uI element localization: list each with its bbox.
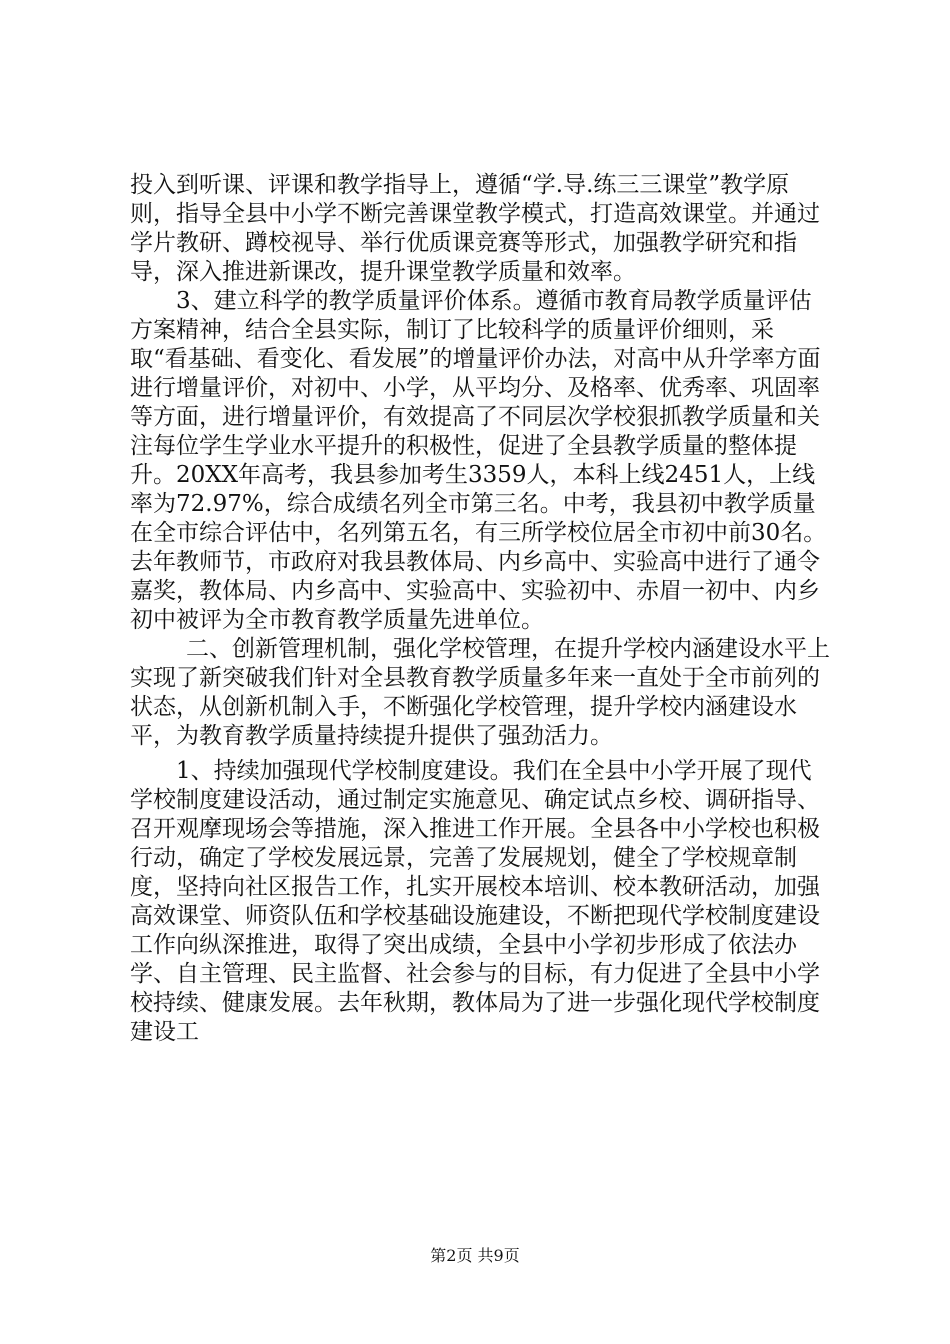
paragraph-continuation: 投入到听课、评课和教学指导上，遵循“学.导.练三三课堂”教学原则，指导全县中小学不断完善课堂教学模式，打造高效课堂。并通过学片教研、蹲校视导、举行优质课竞赛等形式，加强教学研究和指导，深入推进新课改，提升课堂教学质量和效率。 bbox=[130, 172, 820, 285]
paragraph-quality-evaluation: 3、建立科学的教学质量评价体系。遵循市教育局教学质量评估方案精神，结合全县实际，制订了比较科学的质量评价细则，采取“看基础、看变化、看发展”的增量评价办法，对高中从升学率方面进行增量评价，对初中、小学，从平均分、及格率、优秀率、巩固率等方面，进行增量评价，有效提高了不同层次学校狠抓教学质量和关注每位学生学业水平提升的积极性，促进了全县教学质量的整体提升。20XX年高考，我县参加考生3359人，本科上线2451人，上线率为72.97%，综合成绩名列全市第三名。中考，我县初中教学质量在全市综合评估中，名列第五名，有三所学校位居全市初中前30名。去年教师节，市政府对我县教体局、内乡高中、实验高中进行了通令嘉奖，教体局、内乡高中、实验高中、实验初中、赤眉一初中、内乡初中被评为全市教育教学质量先进单位。 bbox=[130, 288, 827, 633]
page-number: 第2页 共9页 bbox=[430, 1246, 520, 1265]
paragraph-management-mechanism: 二、创新管理机制，强化学校管理，在提升学校内涵建设水平上实现了新突破我们针对全县教育教学质量多年来一直处于全市前列的状态，从创新机制入手，不断强化学校管理，提升学校内涵建设水平，为教育教学质量持续提升提供了强劲活力。 bbox=[130, 636, 830, 749]
document-body bbox=[130, 171, 830, 1047]
paragraph-modern-school-system: 1、持续加强现代学校制度建设。我们在全县中小学开展了现代学校制度建设活动，通过制定实施意见、确定试点乡校、调研指导、召开观摩现场会等措施，深入推进工作开展。全县各中小学校也积极行动，确定了学校发展远景，完善了发展规划，健全了学校规章制度，坚持向社区报告工作，扎实开展校本培训、校本教研活动，加强高效课堂、师资队伍和学校基础设施建设，不断把现代学校制度建设工作向纵深推进，取得了突出成绩，全县中小学初步形成了依法办学、自主管理、民主监督、社会参与的目标，有力促进了全县中小学校持续、健康发展。去年秋期，教体局为了进一步强化现代学校制度建设工 bbox=[130, 758, 820, 1045]
